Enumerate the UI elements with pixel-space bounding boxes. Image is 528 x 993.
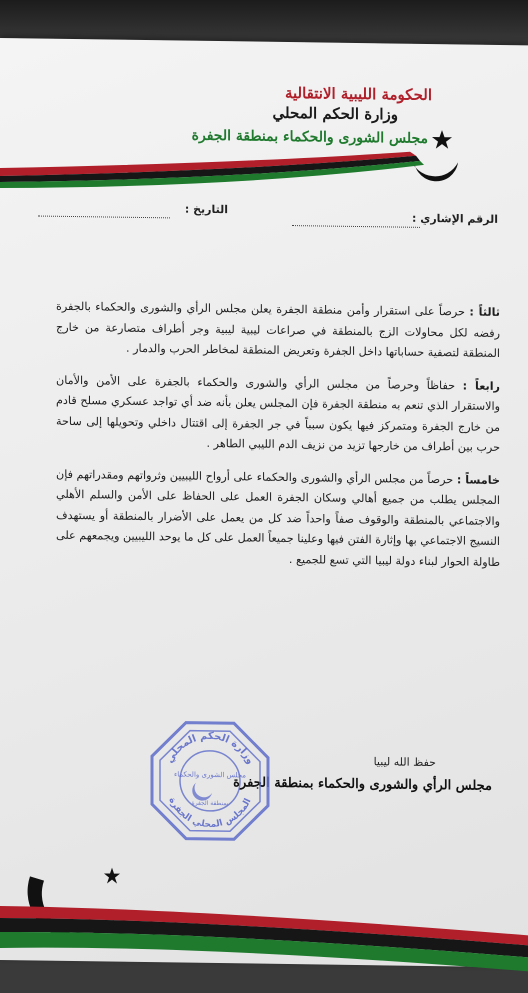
council-name: مجلس الشورى والحكماء بمنطقة الجفرة: [191, 127, 428, 147]
letter-body: [56, 297, 500, 585]
stamp-small: بمنطقة الجفرة: [191, 799, 229, 808]
footer-stripes: [0, 866, 528, 993]
paragraph-lead: رابعاً :: [462, 378, 500, 393]
stamp-outer-top: وزارة الحكم المحلي: [164, 730, 256, 767]
stamp-outer-bottom: المجلس المحلي الجفرة: [166, 796, 254, 831]
paragraph-text: حرصاً على استقرار وأمن منطقة الجفرة يعلن مجلس الرأي والشورى والحكماء بالجفرة رفضه لكل محاولات الزج بالمنطقة في صراعات ليبية ليبية وجر أطراف متصارعة من خارج المنطقة لتصفية حساباتها داخل الجفرة وتعريض المنطقة لمخاطر الحرب والدمار .: [56, 299, 500, 360]
svg-text:وزارة الحكم المحلي: [164, 730, 255, 766]
paragraph-fifth: [56, 464, 500, 573]
government-name: الحكومة الليبية الانتقالية: [284, 83, 432, 105]
closing-phrase: حفظ الله ليبيا: [373, 755, 436, 770]
stamp-inner: مجلس الشورى والحكماء: [173, 770, 247, 780]
paragraph-fourth: [56, 370, 500, 458]
stamp-crescent-icon: [192, 783, 212, 801]
ministry-name: وزارة الحكم المحلي: [272, 103, 398, 124]
paragraph-text: حفاظاً وحرصاً من مجلس الرأي والشورى والحكماء بالجفرة على الأمن والأمان والاستقرار الذي تنعم به منطقة الجفرة فإن المجلس يعلن بأنه ضد أي تواجد عسكري مسلح قادم من خارج الجفرة ومتمركز فيها يكون سبباً في جر الجفرة إلى اقتتال داخلي وتحويلها إلى ساحة حرب بين أطراف من خارجها تزيد من نزيف الدم الليبي الطاهر .: [56, 373, 500, 454]
paragraph-text: حرصاً من مجلس الرأي والشورى والحكماء على أرواح الليبيين وثرواتهم ومقدراتهم فإن المجلس يطلب من جميع أهالي وسكان الجفرة العمل على الحفاظ على الأمن والسلم الأهلي والاجتماعي بالمنطقة والوقوف صفاً واحداً ضد كل من يعمل على الأضرار بالمنطقة أو يستهدف النسيج الاجتماعي بها وإثارة الفتن فيها وعلينا جميعاً العمل على كل ما يوحد الليبيين ويجمعهم على طاولة الحوار لبناء دولة ليبيا التي تسع للجميع .: [56, 467, 500, 569]
date-label: التاريخ :: [184, 202, 228, 217]
paragraph-third: [56, 297, 500, 365]
letterhead-stripes: [0, 138, 528, 195]
letter-page: [0, 38, 528, 967]
signature-line: مجلس الرأي والشورى والحكماء بمنطقة الجفرة: [233, 775, 492, 794]
paragraph-lead: ثالثاً :: [469, 305, 500, 319]
reference-number-line: [292, 224, 420, 228]
octagon-seal-icon: [146, 716, 274, 846]
reference-number-label: الرقم الإشاري :: [412, 211, 498, 226]
paragraph-lead: خامساً :: [456, 472, 500, 487]
date-line: [38, 215, 170, 219]
